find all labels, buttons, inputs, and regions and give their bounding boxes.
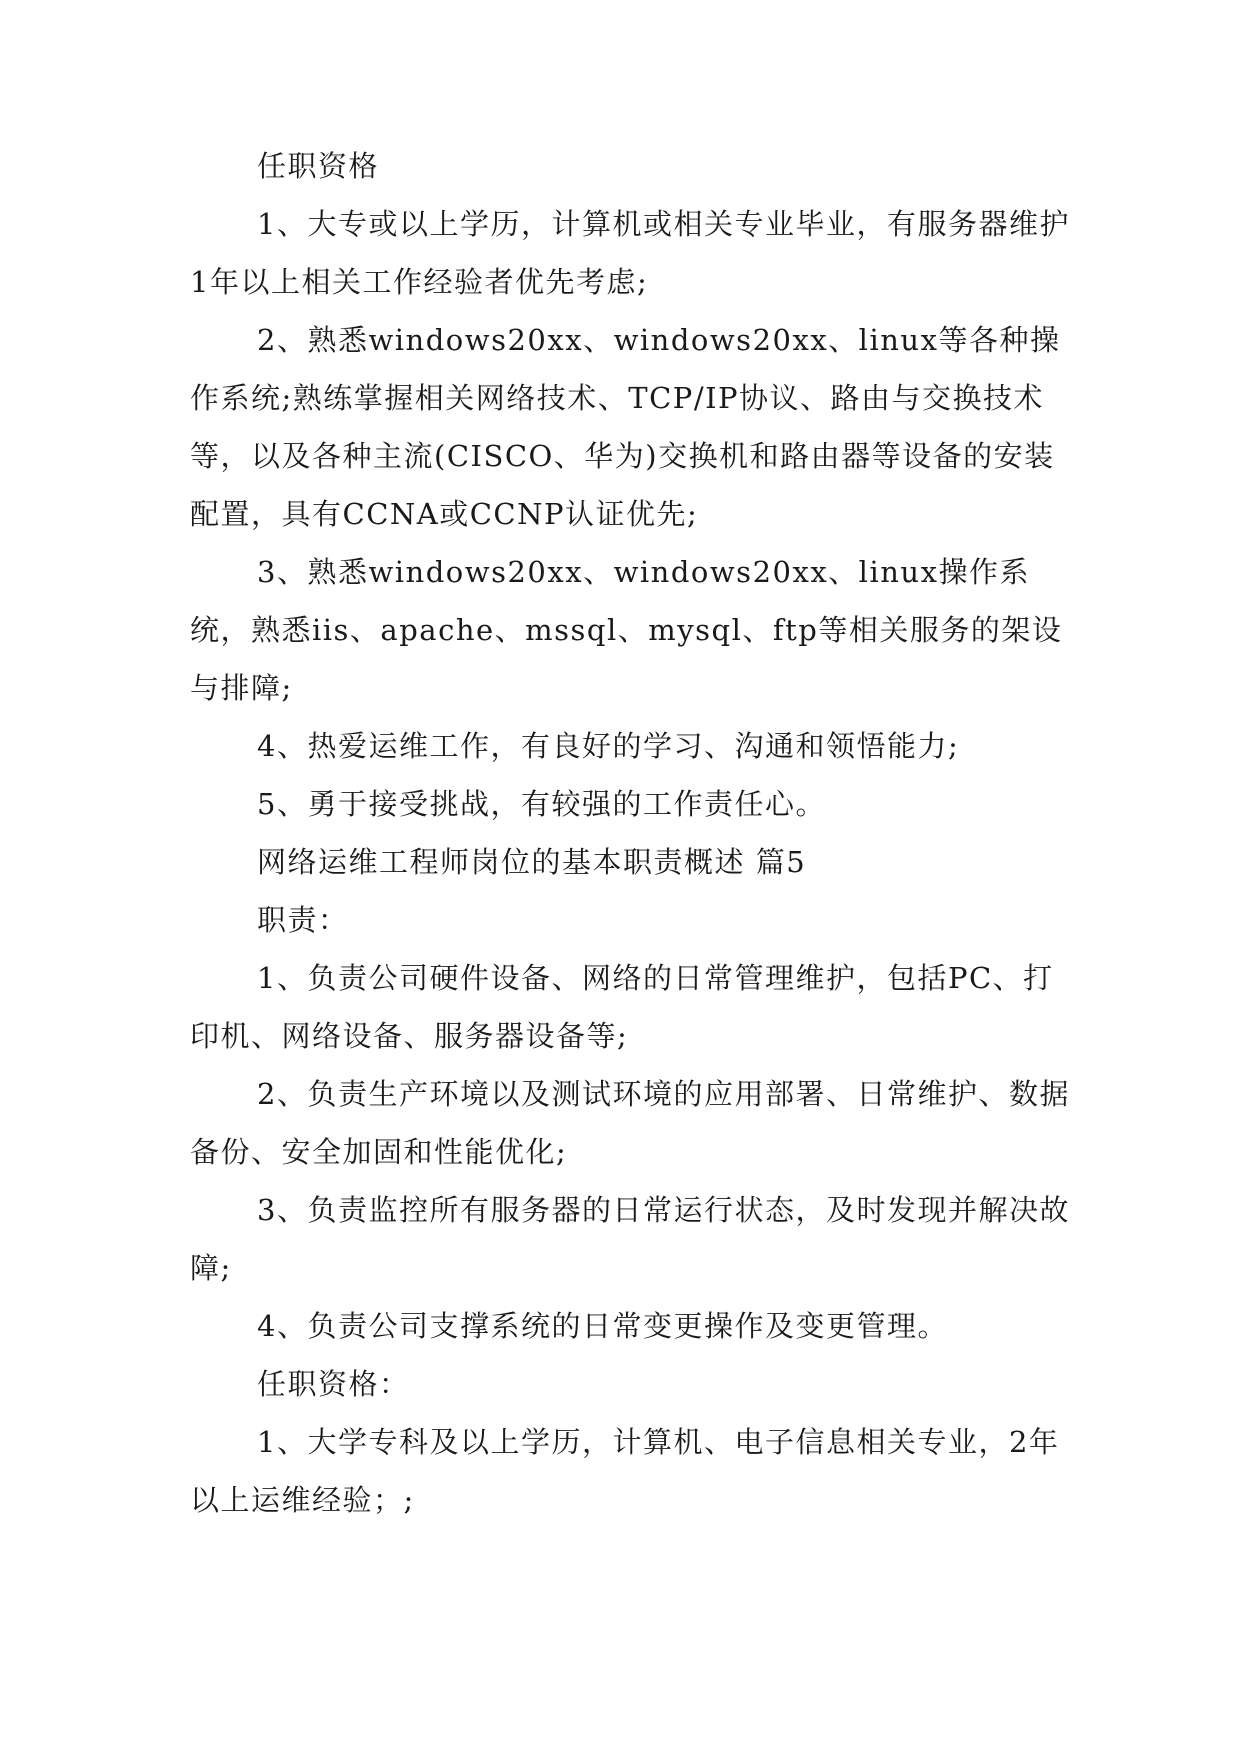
- duty-item-4: 4、负责公司支撑系统的日常变更操作及变更管理。: [257, 1309, 948, 1343]
- qualification-item-5: 5、勇于接受挑战，有较强的工作责任心。: [257, 787, 826, 821]
- qualification-item-1: 1、大专或以上学历，计算机或相关专业毕业，有服务器维护1年以上相关工作经验者优先考虑;: [190, 207, 1070, 299]
- qualification-item-3: 3、熟悉windows20xx、windows20xx、linux操作系统，熟悉iis、apache、mssql、mysql、ftp等相关服务的架设与排障;: [190, 555, 1063, 705]
- section-title: 网络运维工程师岗位的基本职责概述 篇5: [257, 845, 807, 879]
- qualification-item-4: 4、热爱运维工作，有良好的学习、沟通和领悟能力;: [257, 729, 960, 763]
- section-heading-qualifications: 任职资格: [257, 149, 380, 183]
- qualification-item-2: 2、熟悉windows20xx、windows20xx、linux等各种操作系统;熟练掌握相关网络技术、TCP/IP协议、路由与交换技术等，以及各种主流(CISCO、华为)交换机和路由器等设备的安装配置，具有CCNA或CCNP认证优先;: [190, 323, 1061, 531]
- qualification-item-1b: 1、大学专科及以上学历，计算机、电子信息相关专业，2年以上运维经验；;: [190, 1425, 1060, 1517]
- duty-item-3: 3、负责监控所有服务器的日常运行状态，及时发现并解决故障;: [190, 1193, 1070, 1285]
- duty-item-1: 1、负责公司硬件设备、网络的日常管理维护，包括PC、打印机、网络设备、服务器设备等;: [190, 961, 1054, 1053]
- section-heading-qualifications-2: 任职资格：: [257, 1367, 410, 1401]
- duty-item-2: 2、负责生产环境以及测试环境的应用部署、日常维护、数据备份、安全加固和性能优化;: [190, 1077, 1070, 1169]
- section-heading-duties: 职责：: [257, 903, 349, 937]
